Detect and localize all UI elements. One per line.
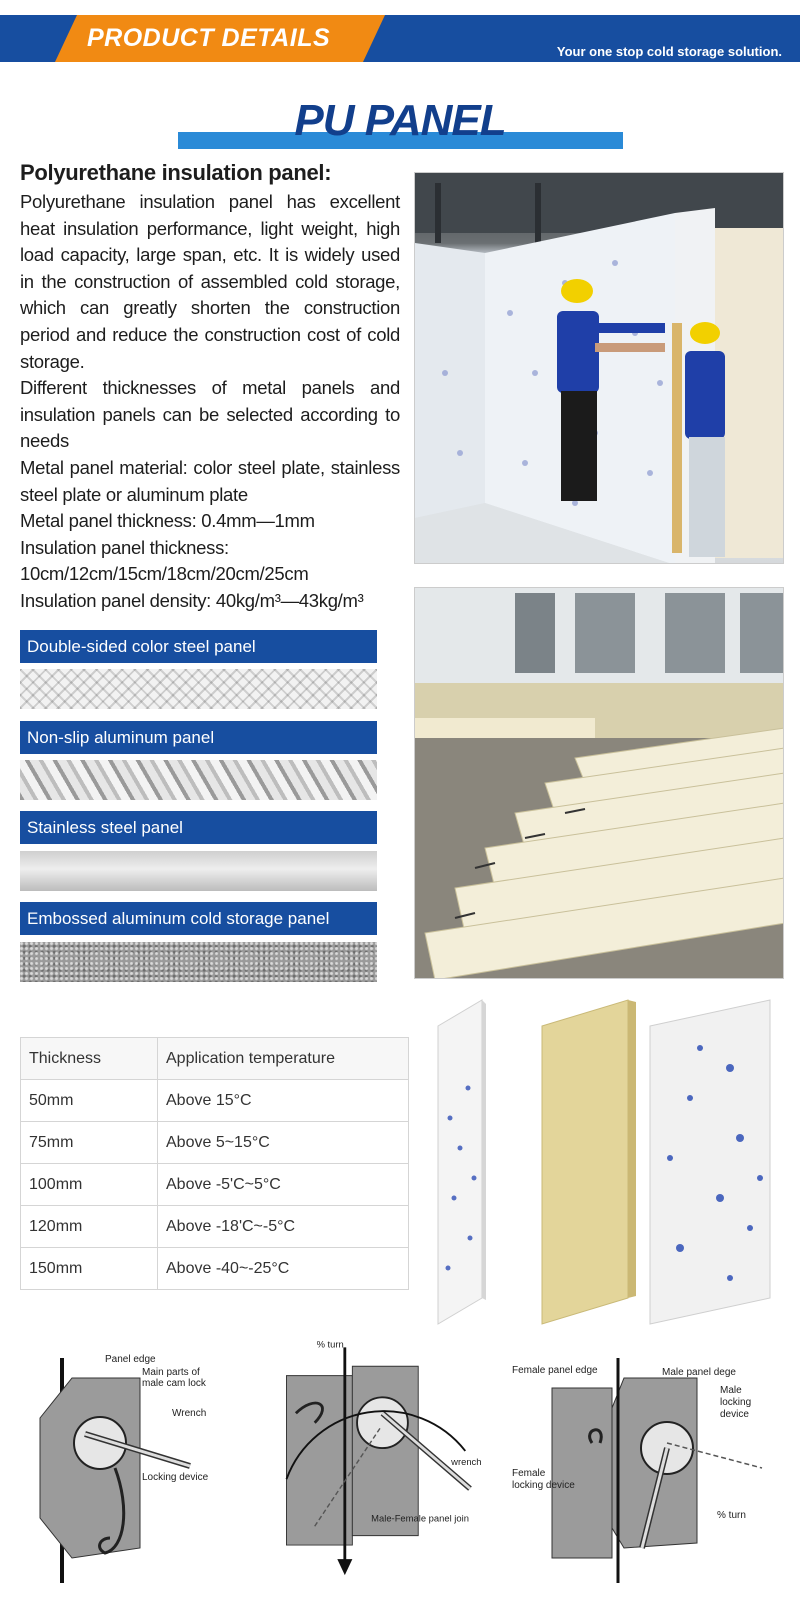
label-female-panel-edge: Female panel edge [512, 1365, 598, 1376]
table-cell-thickness: 150mm [21, 1248, 158, 1290]
label-turn: % turn [316, 1338, 344, 1350]
label-wrench-2: wrench [451, 1456, 482, 1468]
table-cell-thickness: 100mm [21, 1164, 158, 1206]
header-title: PRODUCT DETAILS [87, 24, 331, 52]
material-label-embossed-aluminum: Embossed aluminum cold storage panel [20, 902, 377, 935]
label-locking-device: Locking device [142, 1472, 209, 1483]
table-cell-temperature: Above 15°C [158, 1080, 409, 1122]
label-male-locking-2: locking [720, 1397, 752, 1408]
table-row [21, 1080, 409, 1122]
pu-panels-illustration [430, 998, 800, 1334]
intro-paragraph-1: Polyurethane insulation panel has excellent heat insulation performance, light weight, high load capacity, large span, etc. It is widely used in the construction of assembled cold storage, which can greatly shorten the construction period and reduce the construction cost of cold storage. [20, 191, 400, 372]
cam-lock-diagram-1 [30, 1348, 250, 1588]
table-header-temperature: Application temperature [158, 1038, 409, 1080]
cam-lock-diagram-3 [512, 1348, 792, 1588]
table-cell-thickness: 75mm [21, 1122, 158, 1164]
table-row [21, 1248, 409, 1290]
intro-paragraph-5: Insulation panel thickness: 10cm/12cm/15cm/18cm/20cm/25cm [20, 536, 309, 585]
label-male-locking-1: Male [720, 1385, 742, 1396]
label-male-locking-3: device [720, 1409, 749, 1420]
table-row [21, 1122, 409, 1164]
warehouse-panels-photo [414, 587, 784, 979]
table-row [21, 1164, 409, 1206]
label-panel-edge: Panel edge [105, 1354, 156, 1365]
page-title: PU PANEL [294, 96, 506, 145]
label-main-parts-1: Main parts of [142, 1367, 200, 1378]
installation-photo [414, 172, 784, 564]
stainless-steel-swatch [20, 851, 377, 891]
table-cell-temperature: Above -40~-25°C [158, 1248, 409, 1290]
table-cell-thickness: 50mm [21, 1080, 158, 1122]
label-turn-3: % turn [717, 1510, 746, 1521]
header-tagline: Your one stop cold storage solution. [556, 44, 782, 59]
embossed-aluminum-swatch [20, 942, 377, 982]
material-label-stainless-steel: Stainless steel panel [20, 811, 377, 844]
thickness-table [20, 1037, 409, 1290]
material-label-non-slip-aluminum: Non-slip aluminum panel [20, 721, 377, 754]
label-wrench: Wrench [172, 1408, 207, 1419]
intro-paragraph-2: Different thicknesses of metal panels and insulation panels can be selected according to needs [20, 377, 400, 452]
label-female-locking-2: locking device [512, 1480, 575, 1491]
table-cell-temperature: Above -5'C~5°C [158, 1164, 409, 1206]
table-cell-temperature: Above 5~15°C [158, 1122, 409, 1164]
intro-paragraph-6: Insulation panel density: 40kg/m³—43kg/m³ [20, 589, 364, 611]
table-cell-thickness: 120mm [21, 1206, 158, 1248]
table-row [21, 1206, 409, 1248]
label-male-female-join: Male-Female panel join [371, 1512, 469, 1524]
material-label-color-steel: Double-sided color steel panel [20, 630, 377, 663]
intro-section [20, 160, 400, 615]
label-male-panel-edge: Male panel dege [662, 1367, 736, 1378]
color-steel-swatch [20, 669, 377, 709]
non-slip-aluminum-swatch [20, 760, 377, 800]
label-female-locking-1: Female [512, 1468, 546, 1479]
intro-paragraph-4: Metal panel thickness: 0.4mm—1mm [20, 510, 315, 532]
label-main-parts-2: male cam lock [142, 1378, 206, 1389]
table-header-thickness: Thickness [21, 1038, 158, 1080]
cam-lock-diagram-2 [270, 1338, 510, 1578]
intro-heading: Polyurethane insulation panel: [20, 160, 332, 185]
intro-paragraph-3: Metal panel material: color steel plate, stainless steel plate or aluminum plate [20, 456, 400, 505]
table-header-row [21, 1038, 409, 1080]
table-cell-temperature: Above -18'C~-5°C [158, 1206, 409, 1248]
